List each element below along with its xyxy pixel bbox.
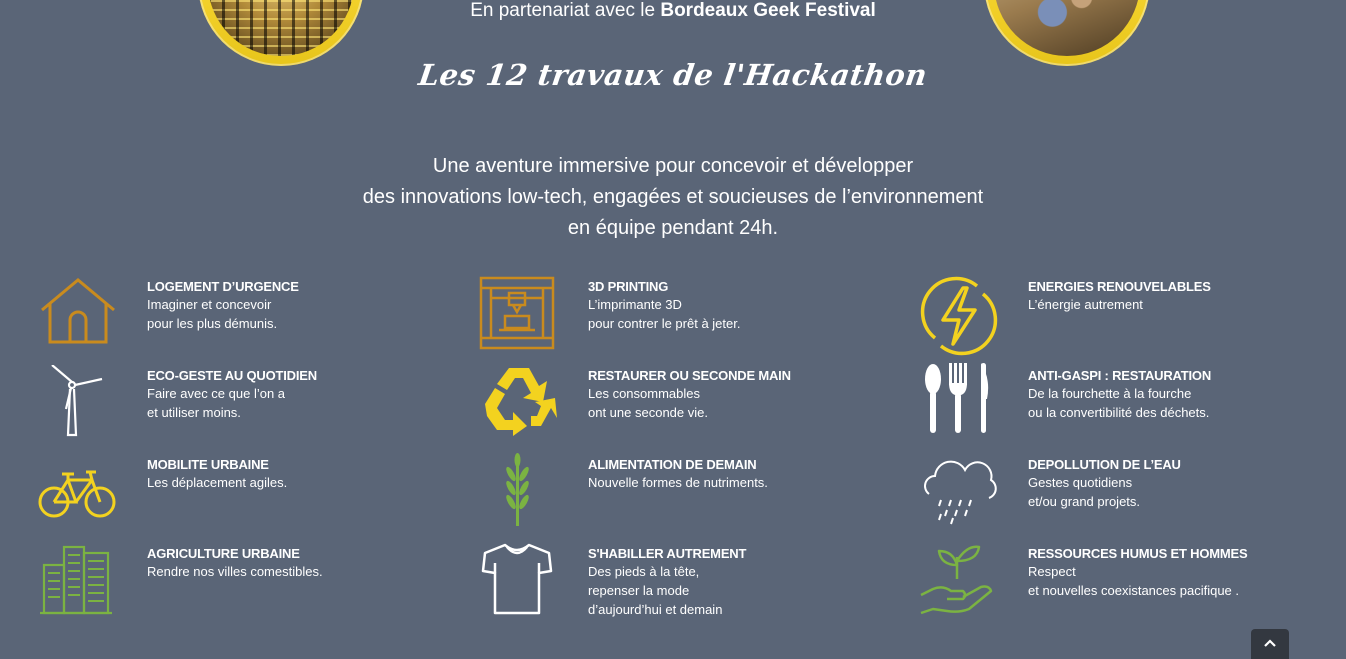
intro-line: Une aventure immersive pour concevoir et développer [432,155,914,177]
item-line: De la fourchette à la fourche [1028,386,1192,401]
item-line: ont une seconde vie. [588,405,708,420]
partner-line [0,0,1346,23]
lightning-icon [919,276,999,356]
item-line: et/ou grand projets. [1028,494,1141,509]
partner-name: Bordeaux Geek Festival [660,0,876,21]
challenge-item [919,454,1339,538]
item-title: S'HABILLER AUTREMENT [588,546,747,561]
item-line: Imaginer et concevoir [147,297,272,312]
item-line: repenser la mode [588,583,690,598]
challenge-item [479,452,899,536]
item-title: RESSOURCES HUMUS ET HOMMES [1028,546,1248,561]
item-line: Des pieds à la tête, [588,564,700,579]
challenge-item [479,360,899,444]
item-title: AGRICULTURE URBAINE [147,546,300,561]
rain-cloud-icon [919,454,999,534]
item-title: ECO-GESTE AU QUOTIDIEN [147,368,317,383]
wind-turbine-icon [38,365,118,445]
wheat-icon [479,452,559,532]
item-line: d’aujourd’hui et demain [588,602,723,617]
challenge-item [919,361,1339,445]
challenge-item [479,543,899,627]
challenge-item [38,365,458,449]
intro-line: en équipe pendant 24h. [567,217,779,239]
item-title: DEPOLLUTION DE L’EAU [1028,457,1181,472]
partner-prefix: En partenariat avec le [470,0,661,21]
item-line: ou la convertibilité des déchets. [1028,405,1210,420]
item-line: Les déplacement agiles. [147,475,288,490]
item-title: LOGEMENT D’URGENCE [147,279,299,294]
item-title: RESTAURER OU SECONDE MAIN [588,368,791,383]
intro-text [0,151,1346,244]
item-line: et nouvelles coexistances pacifique . [1028,583,1240,598]
cutlery-icon [919,361,999,441]
3d-printer-icon [479,276,559,356]
item-line: Nouvelle formes de nutriments. [588,475,768,490]
challenge-item [919,276,1339,360]
item-line: L’imprimante 3D [588,297,682,312]
page-title: Les 12 travaux de l'Hackathon [416,58,930,92]
item-line: Rendre nos villes comestibles. [147,564,323,579]
item-line: Respect [1028,564,1076,579]
city-buildings-icon [38,543,118,623]
item-title: 3D PRINTING [588,279,669,294]
item-line: pour contrer le prêt à jeter. [588,316,741,331]
chevron-up-icon [1263,638,1277,648]
hand-sprout-icon [919,543,999,623]
challenge-item [38,456,458,540]
bicycle-icon [38,456,118,536]
item-line: Les consommables [588,386,700,401]
challenge-item [38,543,458,627]
item-line: Faire avec ce que l’on a [147,386,286,401]
house-icon [38,276,118,356]
challenge-item [919,543,1339,627]
challenge-item [479,276,899,360]
tshirt-icon [479,543,559,623]
item-title: ENERGIES RENOUVELABLES [1028,279,1211,294]
item-line: Gestes quotidiens [1028,475,1133,490]
intro-line: des innovations low-tech, engagées et soucieuses de l’environnement [362,186,984,208]
item-line: L’énergie autrement [1028,297,1143,312]
item-title: ANTI-GASPI : RESTAURATION [1028,368,1212,383]
item-title: MOBILITE URBAINE [147,457,269,472]
item-line: pour les plus démunis. [147,316,278,331]
item-title: ALIMENTATION DE DEMAIN [588,457,757,472]
challenge-item [38,276,458,360]
scroll-to-top-button[interactable] [1251,629,1289,659]
recycle-icon [479,360,559,440]
item-line: et utiliser moins. [147,405,241,420]
